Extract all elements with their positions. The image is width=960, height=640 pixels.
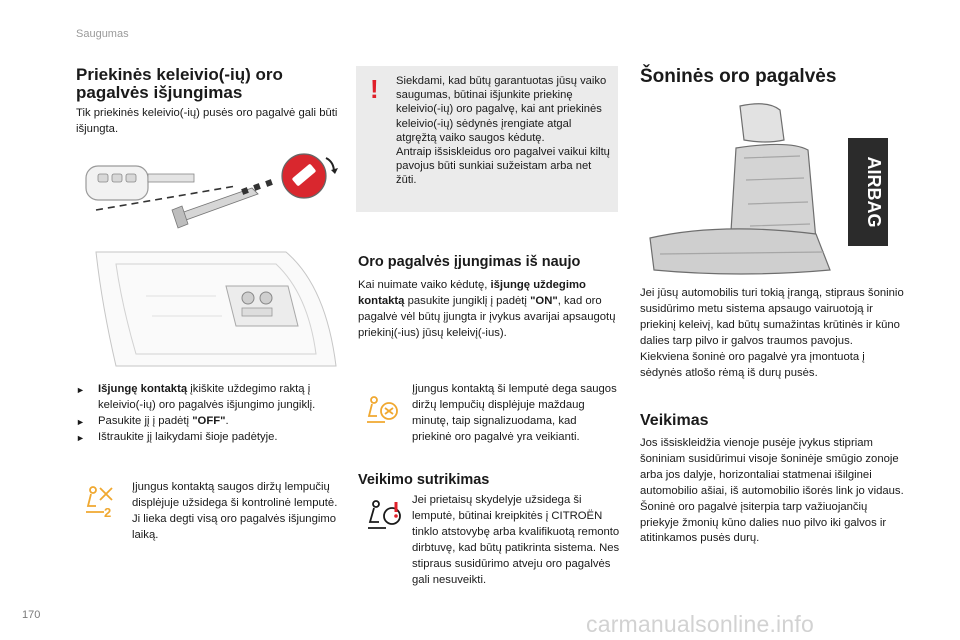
bullet-arrow-icon: ► [76, 416, 85, 427]
key-switch-illustration [76, 148, 346, 244]
seat-illustration [640, 100, 900, 278]
warning-box [356, 66, 618, 212]
page-number: 170 [22, 609, 41, 621]
airbag-off-lamp-icon [82, 484, 118, 520]
airbag-switch-icon [282, 154, 338, 198]
right-description: Jei jūsų automobilis turi tokią įrangą, stipraus šoninio susidūrimo metu sistema apsaugo vairuotoją ir priekinį keleivį, kad būtų sumažintas krūtinės ir kūno dalies tarp pilvo ir galvos traumos pavojus. Kiekviena šoninė oro pagalvė yra įmontuota į sėdynės atlošo rėmą iš durų pusės. [640, 287, 904, 379]
fault-text: Jei prietaisų skydelyje užsidega ši lemputė, būtinai kreipkitės į CITROËN tinklo atstovybę arba kvalifikuotą remonto dirbtuvę, kad būtų patikrinta sistema. Nes stipraus susidūrimo atveju oro pagalvės gali nesuveikti. [412, 494, 620, 586]
left-intro: Tik priekinės keleivio(-ių) pusės oro pagalvė gali būti išjungta. [76, 107, 338, 135]
fault-title: Veikimo sutrikimas [358, 472, 490, 488]
steps-list [76, 382, 340, 446]
left-title-line2: pagalvės išjungimas [76, 83, 243, 102]
svg-text:2: 2 [104, 505, 112, 520]
section-label: Saugumas [76, 28, 129, 40]
airbag-fault-lamp-icon [364, 498, 404, 538]
operation-text: Jos išsiskleidžia vienoje pusėje įvykus stipriam šoniniam susidūrimui visoje šoninėje smūgio zonoje arba jos dalyje, horizontaliai statmenai išilginei automobilio ašiai, iš automobilio išorės link jo vidaus. Šoninė oro pagalvė įsiterpia tarp važiuojančių priekyje žmonių kūno dalies nuo pilvo iki galvos ir atitinkamos pusės durų. [640, 437, 904, 545]
airbag-seat-label: AIRBAG [864, 156, 884, 228]
left-title-line1: Priekinės keleivio(-ių) oro [76, 65, 283, 84]
lamp-note: Įjungus kontaktą ši lemputė dega saugos diržų lempučių displėjuje maždaug minutę, taip signalizuodama, kad priekinė oro pagalvė yra veikianti. [412, 383, 617, 443]
left-note: Įjungus kontaktą saugos diržų lempučių displėjuje užsidega ši kontrolinė lemputė. Ji lieka degti visą oro pagalvės išjungimo laiką. [132, 481, 338, 541]
bullet-arrow-icon: ► [76, 385, 85, 395]
reactivation-title: Oro pagalvės įjungimas iš naujo [358, 254, 581, 270]
warning-text: Siekdami, kad būtų garantuotas jūsų vaiko saugumas, būtinai išjunkite priekinę keleivio(-ių) oro pagalvę, kai ant priekinės keleivio(-ių) sėdynės įrengiate atgal atgręžtą vaiko saugos kėdutę. Antraip išsiskleidus oro pagalvei vaikui kiltų pavojus būti sunkiai sužeistam arba net žūti. [396, 75, 610, 187]
right-title: Šoninės oro pagalvės [640, 66, 837, 87]
key-icon [86, 166, 194, 200]
step-item: ► Pasukite jį į padėtį "OFF". [76, 414, 340, 430]
step-item: ► Išjungę kontaktą įkiškite uždegimo raktą į keleivio(-ių) oro pagalvės išjungimo jungiklį. [76, 383, 316, 411]
airbag-on-lamp-icon [364, 394, 400, 430]
step-item: ► Ištraukite jį laikydami šioje padėtyje. [76, 430, 340, 446]
bullet-arrow-icon: ► [76, 432, 85, 443]
operation-title: Veikimas [640, 412, 709, 429]
watermark: carmanualsonline.info [586, 611, 814, 637]
left-title [76, 66, 346, 102]
glovebox-illustration [76, 246, 346, 374]
warning-icon: ! [370, 74, 379, 104]
reactivation-text: Kai nuimate vaiko kėdutę, išjungę uždegimo kontaktą pasukite jungiklį į padėtį "ON", kad oro pagalvė vėl būtų įjungta ir įvykus avarijai apsaugotų priekinį(-ius) jūsų keleivį(-ius). [358, 279, 616, 339]
seat-icon [650, 104, 830, 274]
